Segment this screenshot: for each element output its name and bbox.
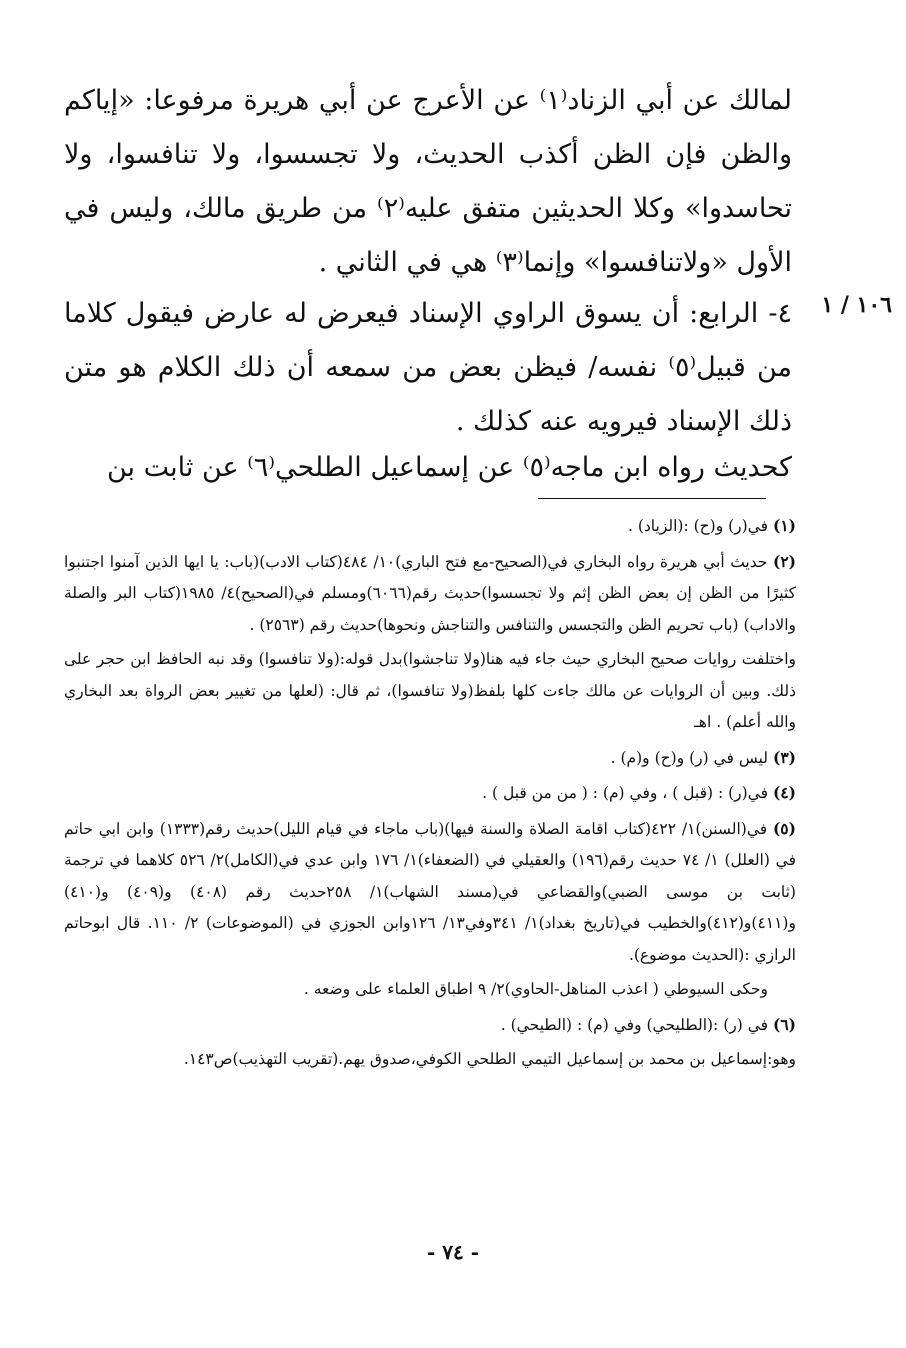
footnote-3	[64, 742, 796, 775]
paragraph-text: ٤- الرابع: أن يسوق الراوي الإسناد فيعرض له عارض فيقول كلاما من قبيل⁽٥⁾ نفسه/ فيظن بعض من سمعه أن ذلك الكلام هو متن ذلك الإسناد فيرويه عنه كذلك .	[64, 298, 792, 437]
body-paragraph-3	[64, 441, 792, 495]
footnote-text: في (ر) :(الطليحي) وفي (م) : (الطيحي) .	[500, 1015, 769, 1034]
footnote-text: في(ر) و(ح) :(الزياد) .	[628, 517, 769, 535]
footnote-1	[64, 510, 796, 543]
footnote-4	[64, 777, 796, 810]
footnote-number: (٥)	[772, 818, 796, 838]
paragraph-text: لمالك عن أبي الزناد⁽١⁾ عن الأعرج عن أبي هريرة مرفوعا: «إياكم والظن فإن الظن أكذب الحديث، ولا تجسسوا، ولا تنافسوا، ولا تحاسدوا» وكلا الحديثين متفق عليه⁽٢⁾ من طريق مالك، وليس في الأول «ولاتنافسوا» وإنما⁽٣⁾ هي في الثاني .	[64, 85, 793, 278]
body-paragraph-2	[64, 287, 792, 449]
footnote-text: في(ر) : (قبل ) ، وفي (م) : ( من من قبل ) .	[482, 784, 769, 802]
margin-reference: ١٠٦ / ١	[821, 292, 892, 318]
footnote-number: (٤)	[772, 783, 796, 802]
footnotes	[64, 510, 796, 1079]
footnote-divider	[538, 498, 766, 499]
footnote-text: وهو:إسماعيل بن محمد بن إسماعيل التيمي الطلحي الكوفي،صدوق يهم.(تقريب التهذيب)ص١٤٣.	[183, 1050, 796, 1068]
footnote-2	[64, 546, 796, 642]
footnote-text: حديث أبي هريرة رواه البخاري في(الصحيح-مع فتح الباري)١٠/ ٤٨٤(كتاب الادب)(باب: يا ايها الذين آمنوا اجتنبوا كثيرًا من الظن إن بعض الظن إثم ولا تجسسوا)حديث رقم(٦٠٦٦)ومسلم في(الصحيح)٤/ ١٩٨٥(كتاب البر والصلة والاداب) (باب تحريم الظن والتجسس والتنافس والتناجش ونحوها)حديث رقم (٢٥٦٣) .	[64, 552, 796, 634]
footnote-text: واختلفت روايات صحيح البخاري حيث جاء فيه هنا(ولا تناجشوا)بدل قوله:(ولا تنافسوا) وقد نبه الحافظ ابن حجر على ذلك. وبين أن الروايات عن مالك جاءت كلها بلفظ(ولا تنافسوا)، ثم قال: (لعلها من تغيير بعض الرواة بعد البخاري والله أعلم) . اهـ	[64, 650, 796, 731]
footnote-6	[64, 1009, 796, 1042]
footnote-text: وحكى السيوطي ( اعذب المناهل-الحاوي)٢/ ٩ اطباق العلماء على وضعه .	[303, 980, 768, 998]
footnote-number: (١)	[772, 516, 796, 535]
footnote-number: (٢)	[773, 551, 797, 571]
footnote-text: في(السنن)١/ ٤٢٢(كتاب اقامة الصلاة والسنة فيها)(باب ماجاء في قيام الليل)حديث رقم(١٣٣٣) وابن ابي حاتم في (العلل) ١/ ٧٤ حديث رقم(١٩٦) والعقيلي في (الضعفاء)١/ ١٧٦ وابن عدي في(الكامل)٢/ ٥٢٦ كلاهما في ترجمة (ثابت بن موسى الضبي)والقضاعي في(مسند الشهاب)١/ ٢٥٨حديث رقم (٤٠٨) و(٤٠٩) و(٤١٠) و(٤١١)و(٤١٢)والخطيب في(تاريخ بغداد)١/ ٣٤١وفي١٣/ ١٢٦وابن الجوزي في (الموضوعات) ٢/ ١١٠. قال ابوحاتم الرازي :(الحديث موضوع).	[64, 819, 796, 964]
footnote-6-continued	[64, 1044, 796, 1076]
body-paragraph-1	[64, 74, 792, 290]
footnote-5	[64, 813, 796, 972]
footnote-5-continued	[64, 974, 796, 1006]
footnote-number: (٣)	[772, 747, 796, 767]
page-number: - ٧٤ -	[426, 1240, 479, 1264]
footnote-number: (٦)	[772, 1014, 796, 1034]
footnote-2-continued	[64, 644, 796, 739]
footnote-text: ليس في (ر) و(ح) و(م) .	[610, 748, 769, 767]
paragraph-text: كحديث رواه ابن ماجه⁽٥⁾ عن إسماعيل الطلحي⁽٦⁾ عن ثابت بن	[106, 452, 792, 483]
